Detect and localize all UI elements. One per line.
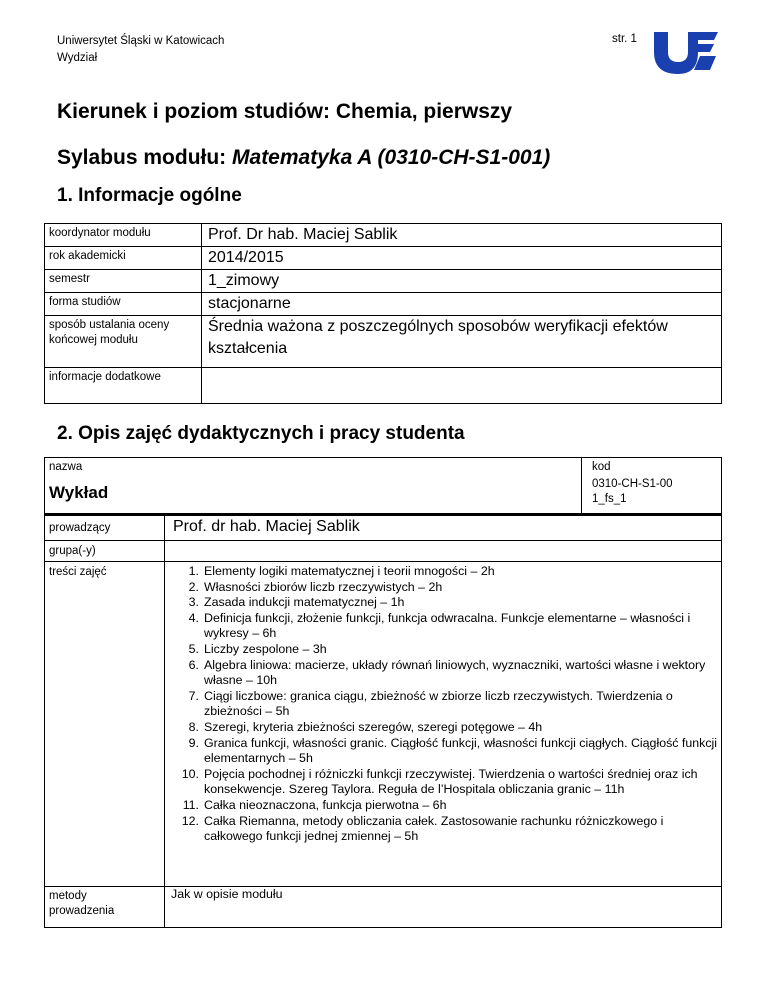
group-label: grupa(-y) [49,545,96,557]
university-name: Uniwersytet Śląski w Katowicach [57,35,225,47]
page-header [57,33,224,67]
code-label: kod [592,461,611,473]
row-value: 1_zimowy [202,270,722,293]
section-general-info: 1. Informacje ogólne [57,185,242,206]
teacher-label: prowadzący [49,522,111,534]
list-item-text: Pojęcia pochodnej i różniczki funkcji rzeczywistej. Twierdzenia o wartości średniej oraz ich konsekwencje. Szereg Taylora. Reguła de l’Hospitala obliczania granic – 11h [204,766,698,797]
list-item-number: 3. [188,595,199,610]
name-label: nazwa [49,461,83,473]
syllabus-prefix: Sylabus modułu: [57,146,233,169]
course-content-list [172,564,718,845]
row-value: Prof. Dr hab. Maciej Sablik [202,224,722,247]
list-item-number: 9. [188,735,199,750]
row-value [202,368,722,404]
teacher-name: Prof. dr hab. Maciej Sablik [173,518,360,535]
list-item-text: Granica funkcji, własności granic. Ciągłość funkcji, własności funkcji ciągłych. Ciągłość funkcji elementarnych – 5h [204,735,718,766]
table-row [45,316,722,368]
department-name: Wydział [57,52,98,64]
table-row [45,270,722,293]
content-label: treści zajęć [49,566,107,578]
course-name: Wykład [49,483,109,502]
program-title: Kierunek i poziom studiów: Chemia, pierwszy [57,100,513,123]
methods-label-cell [44,886,165,928]
syllabus-title [57,146,550,170]
list-item-number: 12. [181,813,199,828]
row-label: koordynator modułu [45,224,202,247]
list-item [172,689,718,720]
list-item [172,658,718,689]
module-name: Matematyka A (0310-CH-S1-001) [232,146,551,169]
list-item [172,580,718,596]
list-item-text: Własności zbiorów liczb rzeczywistych – 2h [204,579,443,594]
table-row [45,224,722,247]
list-item-number: 5. [188,641,199,656]
row-label: forma studiów [45,293,202,316]
us-katowice-logo-icon [648,28,722,74]
list-item-number: 10. [181,766,199,781]
teacher-label-cell [44,515,165,541]
table-row [45,368,722,404]
row-value: 2014/2015 [202,247,722,270]
course-name-cell [44,457,582,514]
list-item-text: Ciągi liczbowe: granica ciągu, zbieżność w zbiorze liczb rzeczywistych. Twierdzenia o zbieżności – 5h [204,688,673,719]
list-item-number: 1. [188,564,199,578]
list-item-text: Szeregi, kryteria zbieżności szeregów, szeregi potęgowe – 4h [204,719,543,734]
content-label-cell [44,561,165,887]
row-label: sposób ustalania oceny końcowej modułu [45,316,202,368]
list-item-number: 7. [188,688,199,703]
list-item-text: Całka nieoznaczona, funkcja pierwotna – 6h [204,797,447,812]
row-label: rok akademicki [45,247,202,270]
general-info-table [44,223,722,404]
list-item-number: 2. [188,579,199,594]
row-value: stacjonarne [202,293,722,316]
course-code-cell [581,457,722,514]
methods-value-cell [164,886,722,928]
list-item [172,642,718,658]
methods-label: metody prowadzenia [49,890,115,917]
page-number: str. 1 [612,33,637,45]
list-item-number: 6. [188,657,199,672]
group-label-cell [44,540,165,562]
methods-value: Jak w opisie modułu [171,887,283,901]
list-item-text: Elementy logiki matematycznej i teorii mnogości – 2h [204,564,495,578]
row-value: Średnia ważona z poszczególnych sposobów weryfikacji efektów kształcenia [202,316,722,368]
list-item-text: Liczby zespolone – 3h [204,641,327,656]
list-item [172,736,718,767]
teacher-value-cell [164,515,722,541]
list-item-text: Definicja funkcji, złożenie funkcji, funkcja odwracalna. Funkcje elementarne – własności i wykresy – 6h [204,610,691,641]
list-item-text: Całka Riemanna, metody obliczania całek. Zastosowanie rachunku różniczkowego i całkowego funkcji jednej zmiennej – 5h [204,813,664,844]
list-item [172,564,718,580]
list-item-number: 4. [188,610,199,625]
list-item [172,720,718,736]
list-item [172,798,718,814]
list-item [172,595,718,611]
list-item-number: 11. [182,797,199,812]
list-item [172,611,718,642]
table-row [45,247,722,270]
list-item [172,814,718,845]
list-item-text: Zasada indukcji matematycznej – 1h [204,595,405,610]
group-value-cell [164,540,722,562]
section-course-description: 2. Opis zajęć dydaktycznych i pracy studenta [57,423,465,444]
list-item [172,767,718,798]
row-label: informacje dodatkowe [45,368,202,404]
list-item-text: Algebra liniowa: macierze, układy równań liniowych, wyznaczniki, wartości własne i wektory własne – 10h [204,657,706,688]
row-label: semestr [45,270,202,293]
table-row [45,293,722,316]
course-code: 0310-CH-S1-001_fs_1 [592,478,673,505]
list-item-number: 8. [188,719,199,734]
